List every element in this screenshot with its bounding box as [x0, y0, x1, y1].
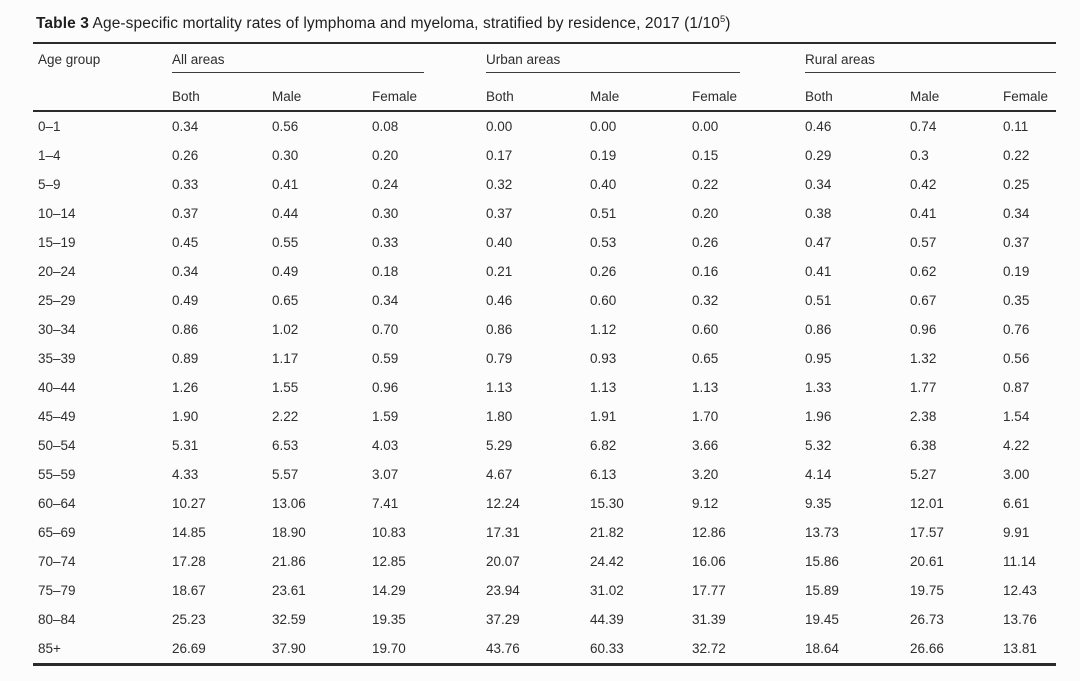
rural-both-cell: 0.51	[805, 293, 832, 308]
urban-both-cell: 12.24	[486, 496, 520, 511]
all-female-cell: 0.34	[372, 293, 399, 308]
group-header-all-areas-label: All areas	[172, 52, 424, 73]
all-male-cell: 0.56	[272, 119, 299, 134]
all-male-cell: 0.41	[272, 177, 299, 192]
age-group-cell: 80–84	[38, 612, 76, 627]
rural-both-cell: 15.89	[805, 583, 839, 598]
table-header	[33, 43, 1056, 111]
rural-both-cell: 0.34	[805, 177, 832, 192]
urban-female-cell: 17.77	[692, 583, 726, 598]
urban-male-cell: 6.82	[590, 438, 617, 453]
all-male-cell: 6.53	[272, 438, 299, 453]
urban-female-cell: 32.72	[692, 641, 726, 656]
rural-male-cell: 20.61	[910, 554, 944, 569]
column-header-urban-both: Both	[486, 82, 590, 111]
urban-both-cell: 0.32	[486, 177, 513, 192]
all-both-cell: 26.69	[172, 641, 206, 656]
age-group-cell: 1–4	[38, 148, 61, 163]
rural-female-cell: 3.00	[1003, 467, 1030, 482]
all-female-cell: 1.59	[372, 409, 399, 424]
rural-both-cell: 19.45	[805, 612, 839, 627]
all-both-cell: 0.34	[172, 264, 199, 279]
group-header-rural-areas	[805, 43, 1056, 82]
all-both-cell: 5.31	[172, 438, 199, 453]
urban-female-cell: 1.70	[692, 409, 719, 424]
urban-female-cell: 0.65	[692, 351, 719, 366]
age-group-cell: 70–74	[38, 554, 76, 569]
urban-male-cell: 0.19	[590, 148, 617, 163]
urban-female-cell: 1.13	[692, 380, 719, 395]
urban-male-cell: 15.30	[590, 496, 624, 511]
all-male-cell: 0.55	[272, 235, 299, 250]
urban-both-cell: 0.17	[486, 148, 513, 163]
urban-male-cell: 1.12	[590, 322, 617, 337]
urban-female-cell: 12.86	[692, 525, 726, 540]
rural-both-cell: 13.73	[805, 525, 839, 540]
rural-both-cell: 18.64	[805, 641, 839, 656]
rural-male-cell: 19.75	[910, 583, 944, 598]
table-number-label: Table 3	[36, 15, 89, 32]
rural-both-cell: 0.47	[805, 235, 832, 250]
urban-male-cell: 0.53	[590, 235, 617, 250]
rural-male-cell: 26.73	[910, 612, 944, 627]
age-group-cell: 10–14	[38, 206, 76, 221]
all-female-cell: 0.33	[372, 235, 399, 250]
age-group-cell: 55–59	[38, 467, 76, 482]
urban-male-cell: 1.91	[590, 409, 617, 424]
table-row	[33, 634, 1056, 665]
all-male-cell: 1.17	[272, 351, 299, 366]
table-row	[33, 111, 1056, 141]
all-male-cell: 23.61	[272, 583, 306, 598]
all-both-cell: 0.37	[172, 206, 199, 221]
column-header-rural-both: Both	[805, 82, 910, 111]
all-male-cell: 2.22	[272, 409, 299, 424]
rural-both-cell: 15.86	[805, 554, 839, 569]
rural-male-cell: 0.74	[910, 119, 937, 134]
urban-female-cell: 0.32	[692, 293, 719, 308]
rural-male-cell: 0.3	[910, 148, 929, 163]
urban-male-cell: 0.51	[590, 206, 617, 221]
urban-both-cell: 43.76	[486, 641, 520, 656]
urban-female-cell: 0.26	[692, 235, 719, 250]
rural-female-cell: 0.25	[1003, 177, 1030, 192]
rural-both-cell: 0.29	[805, 148, 832, 163]
all-female-cell: 3.07	[372, 467, 399, 482]
all-male-cell: 0.49	[272, 264, 299, 279]
age-group-cell: 50–54	[38, 438, 76, 453]
rural-female-cell: 4.22	[1003, 438, 1030, 453]
all-both-cell: 17.28	[172, 554, 206, 569]
rural-both-cell: 1.33	[805, 380, 832, 395]
all-both-cell: 1.90	[172, 409, 199, 424]
all-both-cell: 10.27	[172, 496, 206, 511]
age-group-cell: 15–19	[38, 235, 76, 250]
all-male-cell: 0.44	[272, 206, 299, 221]
age-group-cell: 5–9	[38, 177, 61, 192]
age-group-cell: 35–39	[38, 351, 76, 366]
urban-both-cell: 0.79	[486, 351, 513, 366]
urban-both-cell: 1.80	[486, 409, 513, 424]
table-row	[33, 141, 1056, 170]
all-female-cell: 0.18	[372, 264, 399, 279]
table-row	[33, 402, 1056, 431]
urban-female-cell: 0.15	[692, 148, 719, 163]
rural-female-cell: 0.11	[1003, 119, 1029, 134]
column-header-all-female: Female	[372, 82, 486, 111]
all-both-cell: 1.26	[172, 380, 199, 395]
rural-female-cell: 6.61	[1003, 496, 1030, 511]
urban-male-cell: 44.39	[590, 612, 624, 627]
group-header-urban-areas	[486, 43, 805, 82]
urban-both-cell: 20.07	[486, 554, 520, 569]
all-male-cell: 13.06	[272, 496, 306, 511]
all-female-cell: 0.70	[372, 322, 399, 337]
urban-male-cell: 60.33	[590, 641, 624, 656]
rural-male-cell: 12.01	[910, 496, 944, 511]
rural-female-cell: 1.54	[1003, 409, 1030, 424]
urban-female-cell: 0.16	[692, 264, 719, 279]
table-row	[33, 547, 1056, 576]
urban-both-cell: 17.31	[486, 525, 520, 540]
rural-female-cell: 13.76	[1003, 612, 1037, 627]
all-both-cell: 0.34	[172, 119, 199, 134]
group-header-row	[33, 43, 1056, 82]
rural-female-cell: 11.14	[1003, 554, 1036, 569]
all-both-cell: 4.33	[172, 467, 199, 482]
column-header-urban-female: Female	[692, 82, 805, 111]
table-row	[33, 315, 1056, 344]
all-male-cell: 21.86	[272, 554, 306, 569]
rural-male-cell: 0.62	[910, 264, 937, 279]
rural-male-cell: 0.42	[910, 177, 937, 192]
rural-female-cell: 0.22	[1003, 148, 1030, 163]
rural-both-cell: 4.14	[805, 467, 832, 482]
age-group-cell: 30–34	[38, 322, 76, 337]
rural-female-cell: 0.37	[1003, 235, 1030, 250]
urban-male-cell: 6.13	[590, 467, 617, 482]
column-header-age-group: Age group	[33, 43, 172, 111]
table-row	[33, 489, 1056, 518]
age-group-cell: 60–64	[38, 496, 76, 511]
column-header-all-male: Male	[272, 82, 372, 111]
age-group-cell: 20–24	[38, 264, 76, 279]
all-both-cell: 0.49	[172, 293, 199, 308]
urban-both-cell: 37.29	[486, 612, 520, 627]
all-both-cell: 0.33	[172, 177, 199, 192]
urban-female-cell: 0.22	[692, 177, 719, 192]
all-both-cell: 25.23	[172, 612, 206, 627]
rural-female-cell: 0.19	[1003, 264, 1030, 279]
table-row	[33, 344, 1056, 373]
caption-superscript: 5	[720, 13, 726, 24]
rural-both-cell: 0.38	[805, 206, 832, 221]
table-row	[33, 373, 1056, 402]
rural-both-cell: 0.46	[805, 119, 832, 134]
urban-both-cell: 0.46	[486, 293, 513, 308]
all-male-cell: 18.90	[272, 525, 306, 540]
all-male-cell: 0.30	[272, 148, 299, 163]
group-header-urban-areas-label: Urban areas	[486, 52, 740, 73]
all-female-cell: 0.59	[372, 351, 399, 366]
table-row	[33, 257, 1056, 286]
group-header-all-areas	[172, 43, 486, 82]
all-female-cell: 19.70	[372, 641, 406, 656]
rural-female-cell: 0.87	[1003, 380, 1030, 395]
all-both-cell: 0.45	[172, 235, 199, 250]
all-both-cell: 0.26	[172, 148, 199, 163]
urban-male-cell: 0.40	[590, 177, 617, 192]
urban-both-cell: 0.86	[486, 322, 513, 337]
table-body	[33, 111, 1056, 665]
rural-male-cell: 0.57	[910, 235, 937, 250]
rural-male-cell: 6.38	[910, 438, 937, 453]
column-header-rural-male: Male	[910, 82, 1003, 111]
sub-header-row	[33, 82, 1056, 111]
urban-male-cell: 0.00	[590, 119, 617, 134]
rural-both-cell: 1.96	[805, 409, 832, 424]
urban-female-cell: 0.20	[692, 206, 719, 221]
age-group-cell: 40–44	[38, 380, 76, 395]
table-title	[36, 13, 1080, 35]
urban-both-cell: 0.40	[486, 235, 513, 250]
rural-male-cell: 0.96	[910, 322, 937, 337]
rural-male-cell: 0.67	[910, 293, 937, 308]
mortality-rates-table	[33, 42, 1056, 666]
column-header-rural-female: Female	[1003, 82, 1056, 111]
rural-male-cell: 17.57	[910, 525, 944, 540]
all-female-cell: 0.24	[372, 177, 399, 192]
all-male-cell: 1.02	[272, 322, 299, 337]
urban-female-cell: 31.39	[692, 612, 726, 627]
urban-both-cell: 23.94	[486, 583, 520, 598]
rural-female-cell: 9.91	[1003, 525, 1030, 540]
urban-male-cell: 31.02	[590, 583, 624, 598]
column-header-urban-male: Male	[590, 82, 692, 111]
rural-male-cell: 1.77	[910, 380, 937, 395]
caption-suffix: )	[725, 15, 731, 32]
age-group-cell: 85+	[38, 641, 61, 656]
urban-both-cell: 0.37	[486, 206, 513, 221]
all-both-cell: 18.67	[172, 583, 206, 598]
rural-both-cell: 0.86	[805, 322, 832, 337]
all-female-cell: 14.29	[372, 583, 406, 598]
all-female-cell: 12.85	[372, 554, 406, 569]
urban-both-cell: 4.67	[486, 467, 513, 482]
urban-female-cell: 16.06	[692, 554, 726, 569]
urban-both-cell: 0.00	[486, 119, 513, 134]
urban-both-cell: 5.29	[486, 438, 513, 453]
all-both-cell: 0.86	[172, 322, 199, 337]
age-group-cell: 65–69	[38, 525, 76, 540]
urban-female-cell: 3.20	[692, 467, 719, 482]
all-female-cell: 0.08	[372, 119, 399, 134]
urban-male-cell: 21.82	[590, 525, 624, 540]
all-both-cell: 14.85	[172, 525, 206, 540]
table-row	[33, 286, 1056, 315]
rural-male-cell: 5.27	[910, 467, 937, 482]
rural-female-cell: 12.43	[1003, 583, 1037, 598]
all-male-cell: 1.55	[272, 380, 299, 395]
rural-both-cell: 9.35	[805, 496, 832, 511]
table-row	[33, 170, 1056, 199]
group-header-rural-areas-label: Rural areas	[805, 52, 1056, 73]
urban-both-cell: 1.13	[486, 380, 513, 395]
rural-male-cell: 2.38	[910, 409, 937, 424]
column-header-all-both: Both	[172, 82, 272, 111]
table-row	[33, 460, 1056, 489]
urban-both-cell: 0.21	[486, 264, 513, 279]
table-row	[33, 431, 1056, 460]
rural-female-cell: 0.35	[1003, 293, 1030, 308]
table-row	[33, 605, 1056, 634]
all-female-cell: 19.35	[372, 612, 406, 627]
urban-female-cell: 0.00	[692, 119, 719, 134]
all-female-cell: 0.20	[372, 148, 399, 163]
all-female-cell: 10.83	[372, 525, 406, 540]
age-group-cell: 75–79	[38, 583, 76, 598]
urban-male-cell: 1.13	[590, 380, 617, 395]
table-row	[33, 228, 1056, 257]
rural-male-cell: 1.32	[910, 351, 937, 366]
age-group-cell: 25–29	[38, 293, 76, 308]
age-group-cell: 0–1	[38, 119, 61, 134]
rural-male-cell: 26.66	[910, 641, 944, 656]
table-caption-text: Age-specific mortality rates of lymphoma and myeloma, stratified by residence, 2017 (1/10	[92, 15, 720, 32]
rural-both-cell: 5.32	[805, 438, 832, 453]
urban-male-cell: 0.26	[590, 264, 617, 279]
urban-female-cell: 0.60	[692, 322, 719, 337]
urban-male-cell: 0.93	[590, 351, 617, 366]
all-male-cell: 37.90	[272, 641, 306, 656]
rural-male-cell: 0.41	[910, 206, 937, 221]
urban-male-cell: 0.60	[590, 293, 617, 308]
all-both-cell: 0.89	[172, 351, 199, 366]
urban-female-cell: 3.66	[692, 438, 719, 453]
rural-female-cell: 0.76	[1003, 322, 1030, 337]
all-male-cell: 0.65	[272, 293, 299, 308]
rural-both-cell: 0.95	[805, 351, 832, 366]
urban-female-cell: 9.12	[692, 496, 719, 511]
all-female-cell: 0.30	[372, 206, 399, 221]
table-row	[33, 576, 1056, 605]
all-female-cell: 7.41	[372, 496, 399, 511]
all-female-cell: 4.03	[372, 438, 399, 453]
table-row	[33, 518, 1056, 547]
all-male-cell: 32.59	[272, 612, 306, 627]
all-female-cell: 0.96	[372, 380, 399, 395]
table-row	[33, 199, 1056, 228]
all-male-cell: 5.57	[272, 467, 299, 482]
rural-both-cell: 0.41	[805, 264, 832, 279]
rural-female-cell: 0.56	[1003, 351, 1030, 366]
rural-female-cell: 0.34	[1003, 206, 1030, 221]
age-group-cell: 45–49	[38, 409, 76, 424]
urban-male-cell: 24.42	[590, 554, 624, 569]
rural-female-cell: 13.81	[1003, 641, 1037, 656]
